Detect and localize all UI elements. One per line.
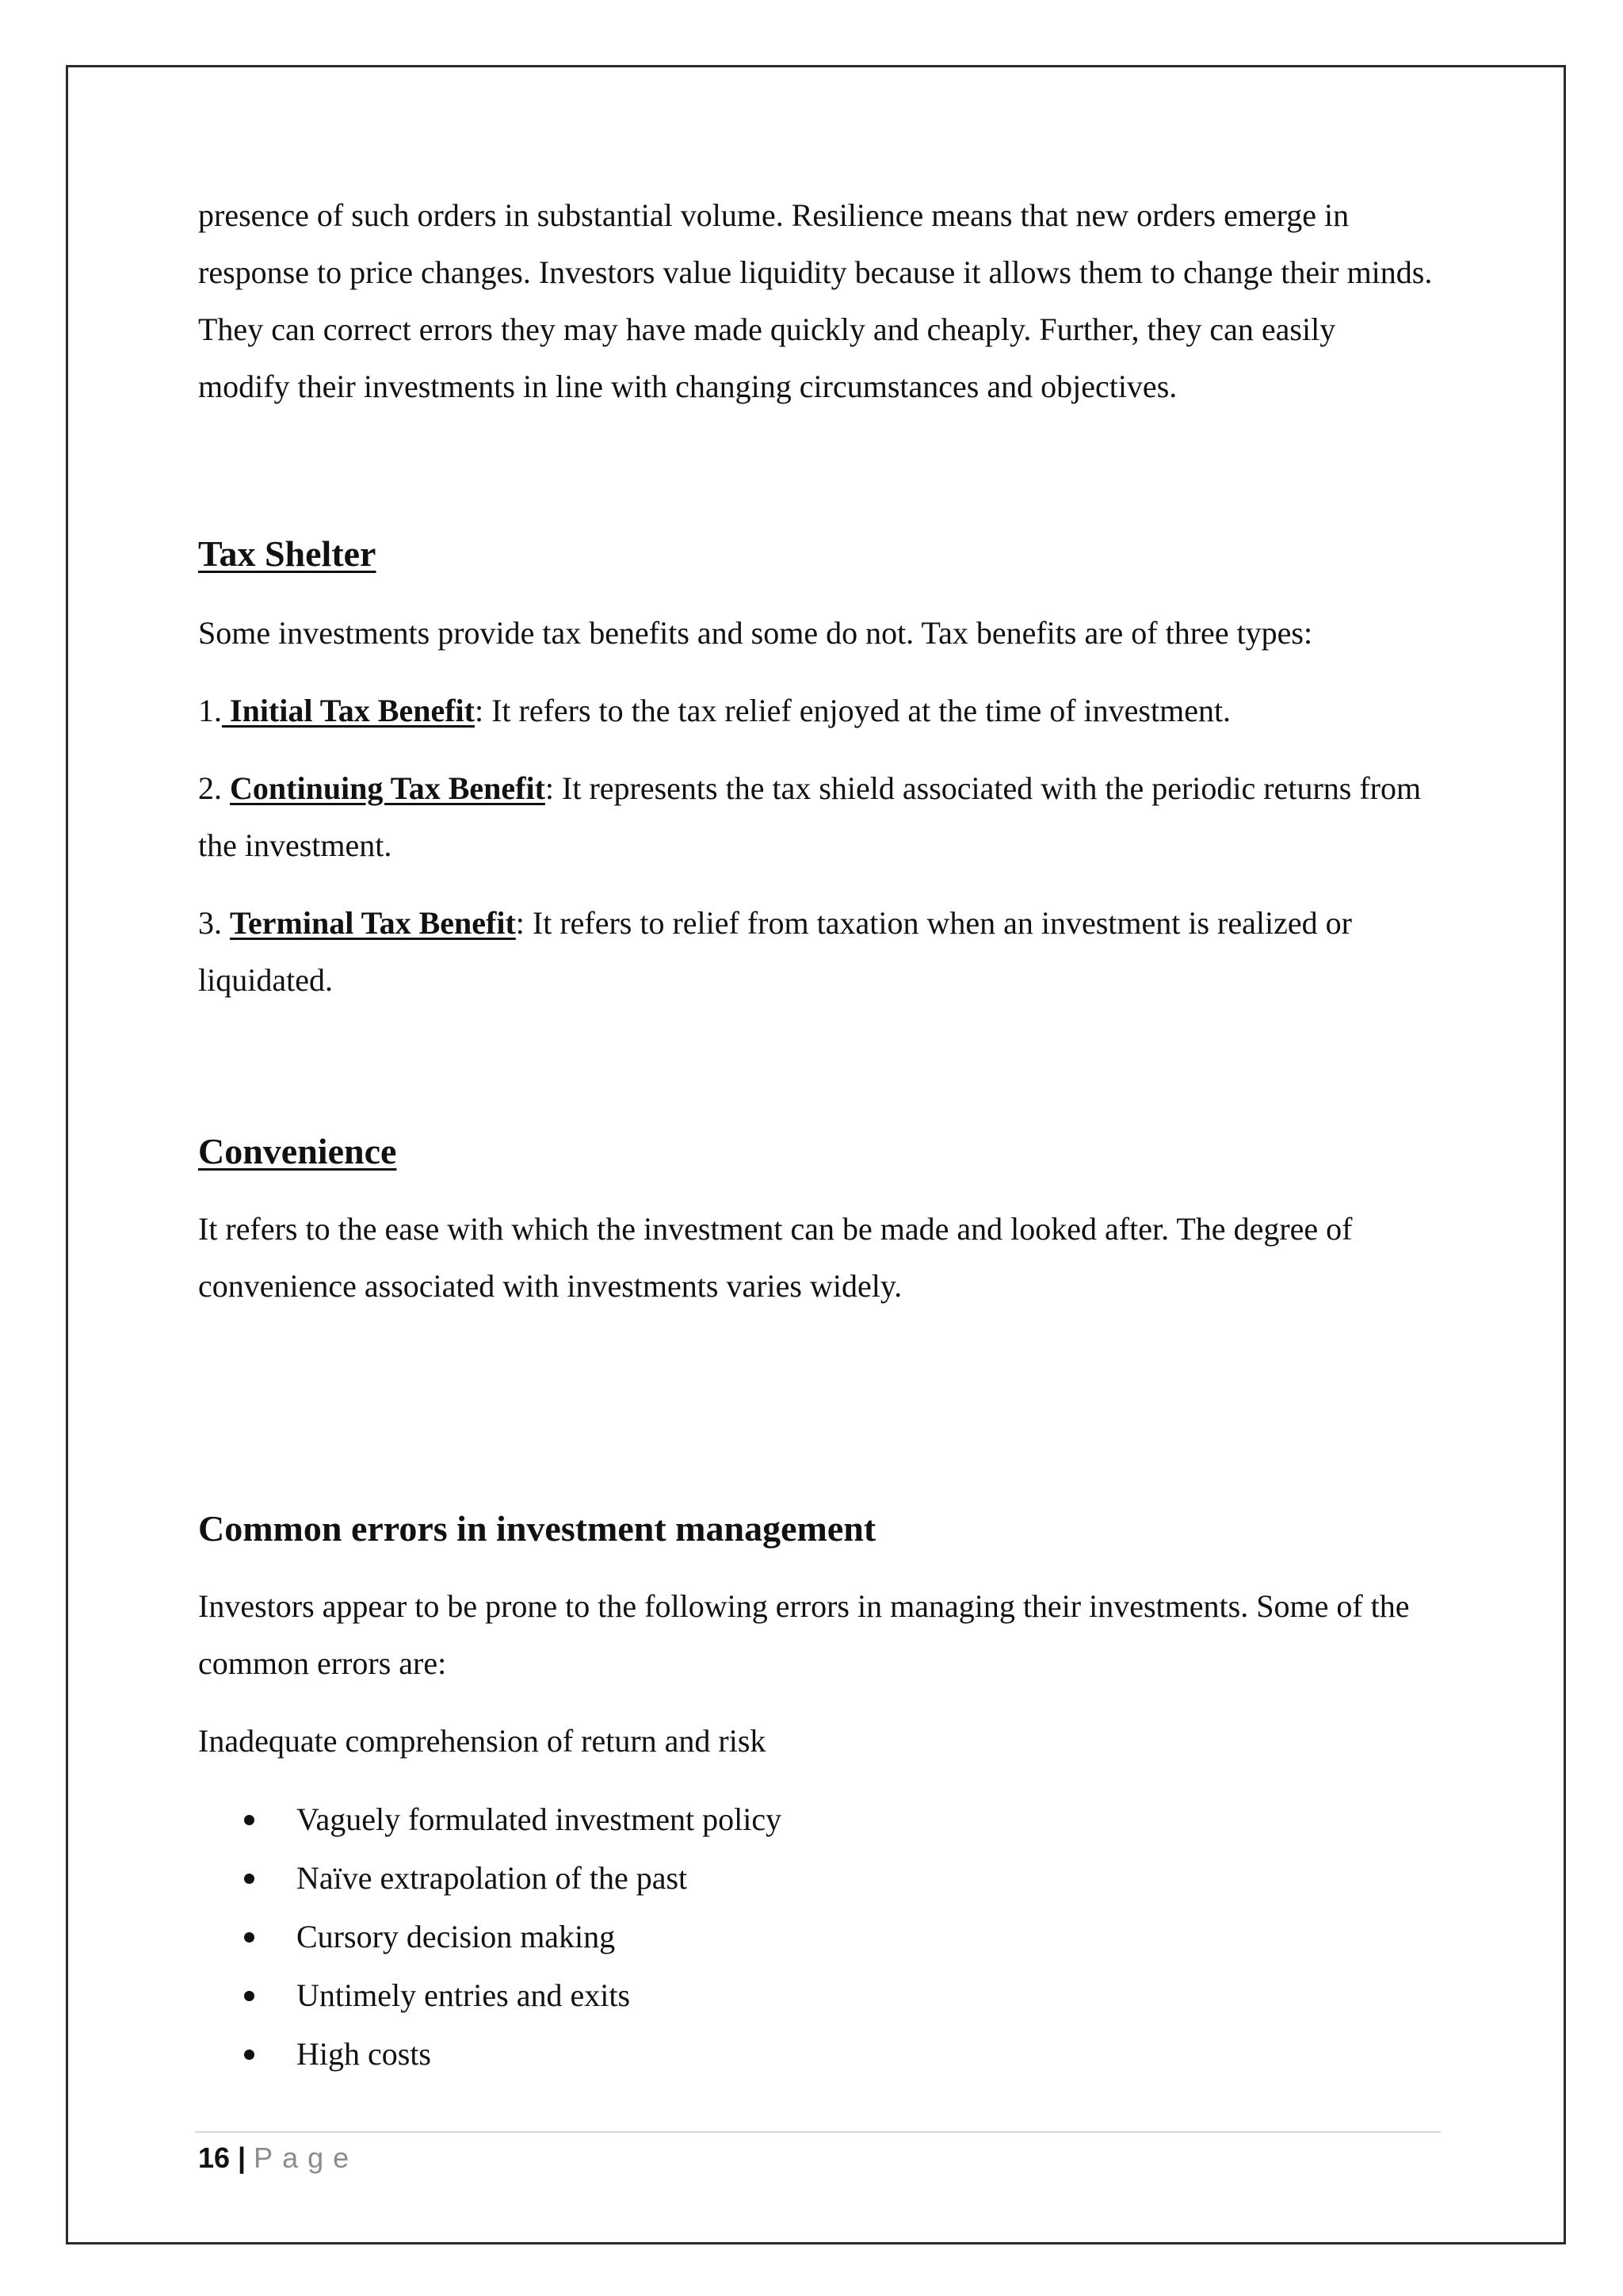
item-number: 3. (198, 905, 230, 941)
bullet-icon (244, 1932, 254, 1943)
page-number: 16 (198, 2141, 231, 2174)
tax-benefit-item-1 (198, 682, 1434, 739)
page-content (198, 187, 1434, 2084)
common-errors-paragraph: Investors appear to be prone to the following errors in managing their investments. Some of the common errors are: (198, 1588, 1410, 1681)
footer-divider (195, 2131, 1441, 2133)
convenience-paragraph: It refers to the ease with which the investment can be made and looked after. The degree of convenience associated with investments varies widely. (198, 1211, 1353, 1304)
bullet-icon (244, 1874, 254, 1884)
common-errors-heading: Common errors in investment management (198, 1508, 876, 1549)
intro-paragraph: presence of such orders in substantial volume. Resilience means that new orders emerge in response to price changes. Investors value liquidity because it allows them to change their minds. They can correct errors they may have made quickly and cheaply. Further, they can easily modify their investments in line with changing circumstances and objectives. (198, 197, 1433, 404)
page-footer (198, 2141, 358, 2176)
tax-benefit-item-2 (198, 760, 1434, 874)
tax-benefit-item-3 (198, 895, 1434, 1009)
page-separator: | (238, 2141, 246, 2174)
list-item: Naïve extrapolation of the past (244, 1849, 1434, 1908)
convenience-heading: Convenience (198, 1131, 397, 1171)
list-item: Untimely entries and exits (244, 1966, 1434, 2025)
item-term: Continuing Tax Benefit (230, 770, 545, 806)
common-errors-lead: Inadequate comprehension of return and risk (198, 1723, 766, 1759)
item-term: Initial Tax Benefit (222, 693, 475, 728)
item-number: 1. (198, 693, 222, 728)
tax-shelter-heading: Tax Shelter (198, 533, 376, 574)
item-number: 2. (198, 770, 230, 806)
tax-shelter-intro: Some investments provide tax benefits and some do not. Tax benefits are of three types: (198, 615, 1313, 651)
list-item: Cursory decision making (244, 1908, 1434, 1966)
bullet-icon (244, 1991, 254, 2001)
list-item: Vaguely formulated investment policy (244, 1790, 1434, 1849)
common-errors-list (198, 1790, 1434, 2084)
spacer (198, 415, 1434, 530)
list-item: High costs (244, 2025, 1434, 2084)
page-label: Page (254, 2141, 359, 2174)
bullet-icon (244, 2050, 254, 2060)
item-text: : It refers to relief from taxation when an investment is realized or liquidated. (198, 905, 1352, 998)
item-text: : It refers to the tax relief enjoyed at the time of investment. (474, 693, 1232, 728)
item-text: : It represents the tax shield associated with the periodic returns from the investment. (198, 770, 1422, 863)
bullet-icon (244, 1815, 254, 1825)
item-term: Terminal Tax Benefit (230, 905, 516, 941)
